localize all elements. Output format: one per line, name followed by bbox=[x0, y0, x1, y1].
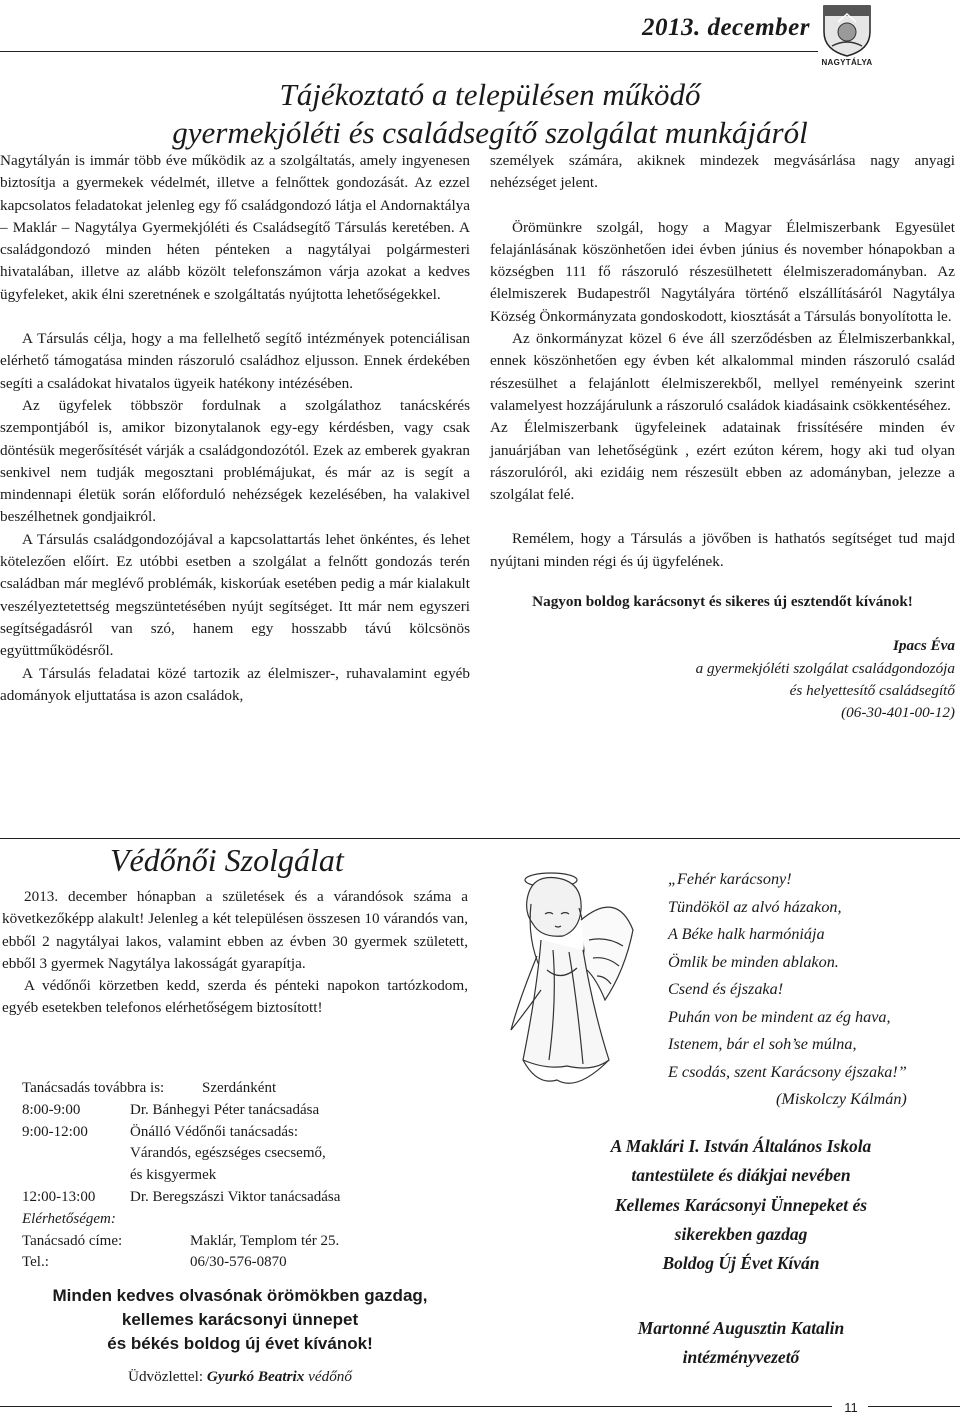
article-left-column bbox=[0, 150, 470, 707]
crest-label: NAGYTÁLYA bbox=[821, 58, 873, 67]
article-wish: Nagyon boldog karácsonyt és sikeres új esztendőt kívánok! bbox=[532, 593, 913, 611]
poem-line: Csend és éjszaka! bbox=[668, 980, 784, 998]
school-line: A Maklári I. István Általános Iskola bbox=[610, 1136, 872, 1156]
vedoi-paragraph: 2013. december hónapban a születések és a várandósok száma a következőképp alakult! Jelenleg a két településen összesen 10 várandós van, ebből 2 nagytályai lakos, valamint ebben az évben 30 gyermek született, ebből 3 gyermek Nagytálya lakosságát gyarapítja. bbox=[2, 888, 468, 972]
article-paragraph: Az ügyfelek többször fordulnak a szolgálathoz tanácskérés szempontjából is, amikor bizonytalanok egy-egy kérdésben, vagy csak döntésük megerősítését várják a családgondozótól. Ezek az emberek gyakran senkivel nem tudják megosztani problémájukat, és már az is segít a mindennapi életük során előforduló nehézségek kezelésében, ha valakivel beszélhetnek gondjaikról. bbox=[0, 396, 470, 526]
section-title: Védőnői Szolgálat bbox=[110, 842, 344, 878]
schedule-row: 12:00-13:00 Dr. Beregszászi Viktor tanácsadása bbox=[22, 1188, 341, 1205]
article-paragraph: A Társulás feladatai közé tartozik az élelmiszer-, ruhavalamint egyéb adományok eljuttatása is azon családok, bbox=[0, 664, 470, 704]
article-paragraph: A Társulás célja, hogy a ma fellelhető segítő intézmények potenciálisan elérhető támogatása minden rászoruló családhoz eljusson. Ennek érdekében segíti a családokat hivatalos ügyeik hatékony intézésében. bbox=[0, 330, 470, 392]
contact-label: Elérhetőségem: bbox=[22, 1210, 116, 1227]
school-line: tantestülete és diákjai nevében bbox=[631, 1165, 851, 1186]
vedoi-wish: Minden kedves olvasónak örömökben gazdag, kellemes karácsonyi ünnepet és békés boldog új évet kívánok! bbox=[52, 1286, 428, 1353]
angel-icon bbox=[497, 860, 637, 1102]
header-rule bbox=[0, 51, 818, 52]
article-title bbox=[100, 76, 880, 152]
principal-signature bbox=[556, 1314, 926, 1372]
article-right-column bbox=[490, 150, 955, 725]
poem-line: Istenem, bár el soh’se múlna, bbox=[668, 1035, 857, 1053]
poem-line: E csodás, szent Karácsony éjszaka!” bbox=[668, 1062, 907, 1081]
phone-row: Tel.: 06/30-576-0870 bbox=[22, 1254, 287, 1271]
article-title-line2: gyermekjóléti és családsegítő szolgálat munkájáról bbox=[172, 115, 808, 150]
section-divider bbox=[0, 838, 960, 839]
vedoi-paragraph: A védőnői körzetben kedd, szerda és pénteki napokon tartózkodom, egyéb esetekben telefonos elérhetőségem biztosított! bbox=[2, 977, 468, 1017]
principal-role: intézményvezető bbox=[682, 1347, 800, 1367]
footer-rule bbox=[0, 1406, 832, 1407]
signature-role: és helyettesítő családsegítő bbox=[789, 681, 955, 699]
vedoi-greeting: Üdvözlettel: Gyurkó Beatrix védőnő bbox=[128, 1368, 352, 1385]
angel-illustration bbox=[497, 860, 637, 1102]
article-paragraph: Remélem, hogy a Társulás a jövőben is hathatós segítséget tud majd nyújtani minden régi és új ügyfelének. bbox=[490, 530, 955, 570]
schedule-row: Várandós, egészséges csecsemő, bbox=[130, 1145, 326, 1162]
signature-name: Ipacs Éva bbox=[892, 637, 955, 655]
schedule-intro: Tanácsadás továbbra is: Szerdánként bbox=[22, 1080, 277, 1096]
school-greeting bbox=[556, 1132, 926, 1278]
principal-name: Martonné Augusztin Katalin bbox=[637, 1318, 845, 1338]
poem-line: Tündököl az alvó házakon, bbox=[668, 897, 842, 916]
article-paragraph: Nagytályán is immár több éve működik az a szolgáltatás, amely ingyenesen biztosítja a gyermekek védelmét, illetve a felnőttek gondozását. Az ezzel kapcsolatos feladatokat jelenleg egy fő családgondozó látja el Andornaktálya – Maklár – Nagytálya Gyermekjóléti és Családsegítő Társulás keretében. A családgondozó minden héten pénteken a nagytályai polgármesteri hivatalában, illetve az alább közölt telefonszámon várja azokat a kedves ügyfeleket, akik élni szeretnének e szolgáltatás nyújtotta lehetőségekkel. bbox=[0, 152, 470, 303]
poem-author: (Miskolczy Kálmán) bbox=[776, 1090, 907, 1108]
poem-line: „Fehér karácsony! bbox=[668, 870, 792, 888]
poem-line: Puhán von be mindent az ég hava, bbox=[668, 1007, 891, 1026]
school-line: Kellemes Karácsonyi Ünnepeket és bbox=[614, 1194, 868, 1215]
article-paragraph: Az Élelmiszerbank ügyfeleinek adatainak frissítésére minden év januárjában van lehetőségünk , ezért ezúton kérem, hogy aki tud olyan rászorulóról, aki ezidáig nem részesült ebben az adományban, jelezze a szolgálat felé. bbox=[490, 419, 955, 504]
schedule-row: 9:00-12:00 Önálló Védőnői tanácsadás: bbox=[22, 1123, 299, 1140]
crest-icon bbox=[818, 2, 876, 58]
schedule-row: 8:00-9:00 Dr. Bánhegyi Péter tanácsadása bbox=[22, 1101, 320, 1118]
signature-role: a gyermekjóléti szolgálat családgondozója bbox=[695, 659, 955, 677]
address-row: Tanácsadó címe: Maklár, Templom tér 25. bbox=[22, 1232, 340, 1249]
vedoi-name: Gyurkó Beatrix bbox=[206, 1368, 305, 1385]
schedule bbox=[22, 1078, 472, 1274]
poem bbox=[668, 866, 958, 1114]
crest-emblem bbox=[818, 2, 876, 68]
article-paragraph: Az önkormányzat közel 6 éve áll szerződésben az Élelmiszerbankkal, ennek köszönhetően egy évben két alkalommal minden rászoruló család részesülhet a felajánlott élelmiszerekből, mellyel reményeink szerint valamelyest hozzájárulunk a rászoruló családok kiadásaink csökkentéséhez. bbox=[490, 330, 955, 414]
article-paragraph: A Társulás családgondozójával a kapcsolattartás lehet önkéntes, és lehet kötelezően előírt. Ez utóbbi esetben a szolgálat a felnőtt gondozás terén családban már meglévő problémák, kiskorúak esetében pedig a már kialakult veszélyeztetettség megszüntetésében nyújt segítséget. Itt már nem egyszeri segítségadásról van szó, hanem egy hosszabb távú kölcsönös együttműködésről. bbox=[0, 530, 470, 660]
article-paragraph: Örömünkre szolgál, hogy a Magyar Élelmiszerbank Egyesület felajánlásának köszönhetően idei évben június és november hónapokban a községben 111 fő rászoruló részesülhetett élelmiszeradományban. Az élelmiszerek Budapestről Nagytályára történő elszállításáról Nagytálya Község Önkormányzata gondoskodott, kiosztását a Társulás bonyolította le. bbox=[490, 218, 955, 325]
page-number: 11 bbox=[844, 1400, 858, 1415]
vedoi-role: védőnő bbox=[308, 1368, 352, 1385]
schedule-row: és kisgyermek bbox=[130, 1167, 217, 1184]
school-line: Boldog Új Évet Kíván bbox=[662, 1253, 820, 1274]
poem-line: A Béke halk harmóniája bbox=[668, 925, 825, 943]
article-paragraph: személyek számára, akiknek mindezek megvásárlása nagy anyagi nehézséget jelent. bbox=[490, 152, 955, 192]
poem-line: Ömlik be minden ablakon. bbox=[668, 952, 839, 971]
footer-rule bbox=[868, 1406, 960, 1407]
signature-phone: (06-30-401-00-12) bbox=[841, 704, 955, 722]
vedoi-text bbox=[2, 886, 468, 1020]
article-title-line1: Tájékoztató a településen működő bbox=[279, 77, 701, 112]
issue-date: 2013. december bbox=[641, 14, 810, 41]
school-line: sikerekben gazdag bbox=[674, 1223, 808, 1244]
